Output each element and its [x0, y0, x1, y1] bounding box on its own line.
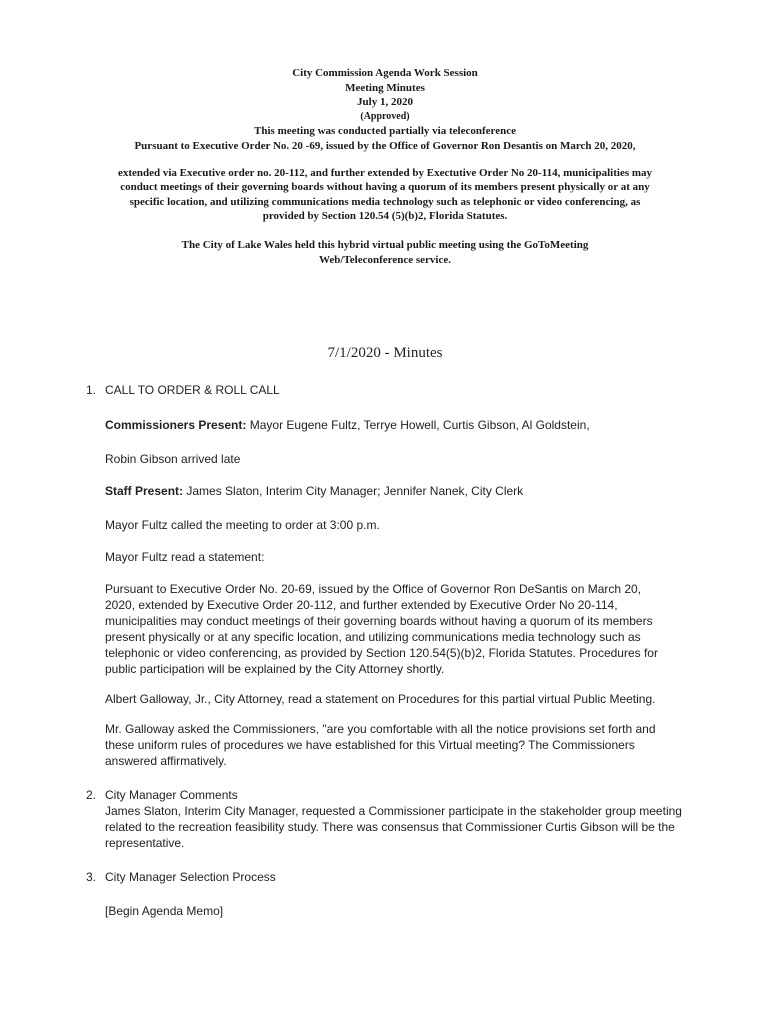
late-arrival: Robin Gibson arrived late: [105, 452, 241, 466]
staff-label: Staff Present:: [105, 484, 184, 498]
header-title: City Commission Agenda Work Session: [292, 67, 478, 79]
item-number: 3.: [86, 870, 97, 884]
agenda-memo-marker: [Begin Agenda Memo]: [105, 904, 224, 918]
agenda-item-call-to-order: [86, 382, 696, 769]
teleconference-line: This meeting was conducted partially via teleconference: [254, 125, 516, 138]
header-subtitle: Meeting Minutes: [345, 81, 425, 94]
item-number: 1.: [86, 383, 97, 397]
galloway-question: Mr. Galloway asked the Commissioners, "are you comfortable with all the notice provisions set forth and these uniform rules of procedures we have established for this Virtual meeting? The Commissioners answered affirmatively.: [105, 722, 656, 768]
commissioners-present: [105, 417, 696, 433]
approval-status: (Approved): [360, 110, 410, 122]
read-statement: Mayor Fultz read a statement:: [105, 550, 265, 564]
minutes-body: [86, 382, 696, 919]
hybrid-meeting-text: The City of Lake Wales held this hybrid virtual public meeting using the GoToMeeting Web/Teleconference service.: [181, 238, 589, 266]
agenda-item-selection-process: [86, 869, 696, 919]
commissioners-value: Mayor Eugene Fultz, Terrye Howell, Curtis Gibson, Al Goldstein,: [249, 418, 590, 432]
commissioners-label: Commissioners Present:: [105, 418, 247, 432]
document-header: [0, 66, 770, 267]
header-date: July 1, 2020: [357, 96, 413, 109]
staff-present: [105, 483, 696, 499]
item-title: City Manager Selection Process: [105, 870, 276, 884]
staff-value: James Slaton, Interim City Manager; Jennifer Nanek, City Clerk: [186, 484, 524, 498]
item-number: 2.: [86, 788, 97, 802]
called-to-order: Mayor Fultz called the meeting to order at 3:00 p.m.: [105, 518, 380, 532]
item-title: CALL TO ORDER & ROLL CALL: [105, 383, 280, 397]
executive-order-statement: Pursuant to Executive Order No. 20-69, issued by the Office of Governor Ron DeSantis on March 20, 2020, extended by Executive Order 20-112, and further extended by Executive Order No 20-114, municipalities may conduct meetings of their governing boards without having a quorum of its members present physically or at any specific location, and utilizing communications media technology such as telephonic or video conferencing, as provided by Section 120.54(5)(b)2, Florida Statutes. Procedures for public participation will be explained by the City Attorney shortly.: [105, 582, 658, 676]
item-text: James Slaton, Interim City Manager, requested a Commissioner participate in the stakeholder group meeting related to the recreation feasibility study. There was consensus that Commissioner Curtis Gibson will be the representative.: [105, 804, 682, 850]
extended-order-text: extended via Executive order no. 20-112, and further extended by Exectutive Order No 20-114, municipalities may conduct meetings of their governing boards without having a quorum of its members present physically or at any specific location, and utilizing communications media technology such as telephonic or video conferencing, as provided by Section 120.54 (5)(b)2, Florida Statutes.: [117, 166, 653, 223]
item-title: City Manager Comments: [105, 788, 238, 802]
minutes-heading: 7/1/2020 - Minutes: [327, 345, 443, 361]
agenda-item-city-manager-comments: [86, 787, 696, 851]
attorney-statement: Albert Galloway, Jr., City Attorney, read a statement on Procedures for this partial virtual Public Meeting.: [105, 692, 656, 706]
executive-order-text: Pursuant to Executive Order No. 20 -69, issued by the Office of Governor Ron Desantis on March 20, 2020,: [134, 139, 636, 152]
